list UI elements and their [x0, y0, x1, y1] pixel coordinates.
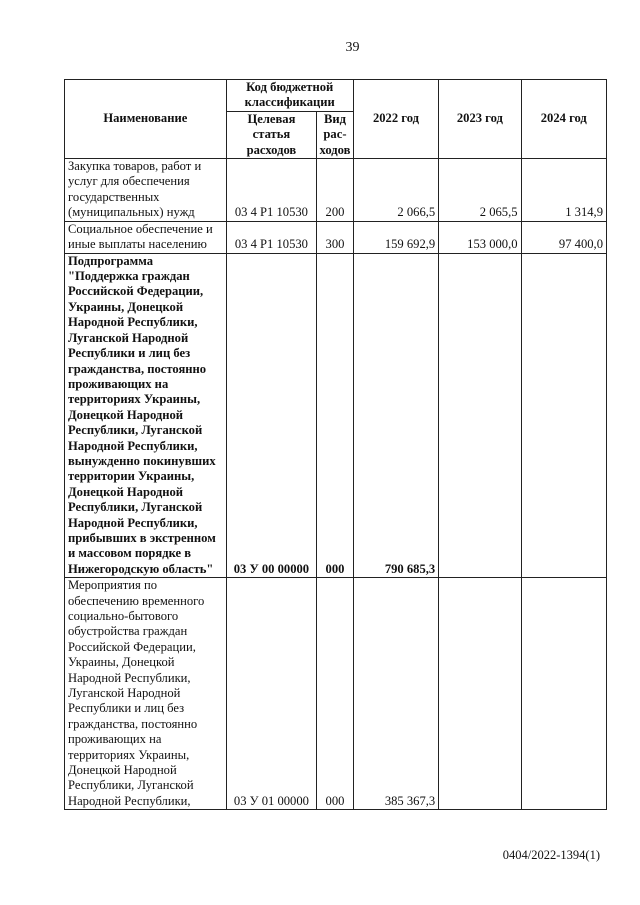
header-year-2024: 2024 год	[521, 80, 606, 159]
row-value-2022: 2 066,5	[353, 159, 438, 222]
row-value-2023	[439, 253, 521, 578]
row-value-2023: 153 000,0	[439, 221, 521, 253]
header-expense-type: Вид рас-ходов	[317, 111, 354, 158]
header-year-2022: 2022 год	[353, 80, 438, 159]
row-value-2023: 2 065,5	[439, 159, 521, 222]
row-name: Подпрограмма "Поддержка граждан Российской Федерации, Украины, Донецкой Народной Республики, Луганской Народной Республики и лиц без гражданства, постоянно проживающих на территориях Украины, Донецкой Народной Республики, Луганской Народной Республики, вынужденно покинувших территории Украины, Донецкой Народной Республики, Луганской Народной Республики, прибывших в экстренном и массовом порядке в Нижегородскую область"	[65, 253, 227, 578]
document-code: 0404/2022-1394(1)	[502, 848, 600, 862]
header-year-2023: 2023 год	[439, 80, 521, 159]
row-value-2022: 790 685,3	[353, 253, 438, 578]
row-expense-type: 000	[317, 253, 354, 578]
row-value-2024	[521, 578, 606, 810]
row-value-2024: 1 314,9	[521, 159, 606, 222]
header-budget-code: Код бюджетной классификации	[226, 80, 353, 112]
row-value-2024	[521, 253, 606, 578]
budget-table	[64, 79, 607, 810]
row-target-article: 03 4 P1 10530	[226, 159, 317, 222]
table-row	[65, 578, 607, 810]
row-value-2024: 97 400,0	[521, 221, 606, 253]
row-value-2022: 159 692,9	[353, 221, 438, 253]
row-value-2022: 385 367,3	[353, 578, 438, 810]
row-expense-type: 200	[317, 159, 354, 222]
table-row-subprogram	[65, 253, 607, 578]
row-name: Мероприятия по обеспечению временного социально-бытового обустройства граждан Российской Федерации, Украины, Донецкой Народной Республики, Луганской Народной Республики и лиц без гражданства, постоянно проживающих на территориях Украины, Донецкой Народной Республики, Луганской Народной Республики,	[65, 578, 227, 810]
row-expense-type: 000	[317, 578, 354, 810]
row-expense-type: 300	[317, 221, 354, 253]
row-value-2023	[439, 578, 521, 810]
page-number: 39	[345, 40, 360, 55]
table-row	[65, 221, 607, 253]
row-name: Социальное обеспечение и иные выплаты населению	[65, 221, 227, 253]
header-name: Наименование	[65, 80, 227, 159]
row-target-article: 03 4 P1 10530	[226, 221, 317, 253]
row-target-article: 03 У 01 00000	[226, 578, 317, 810]
table-row	[65, 159, 607, 222]
row-name: Закупка товаров, работ и услуг для обеспечения государственных (муниципальных) нужд	[65, 159, 227, 222]
header-target-article: Целевая статья расходов	[226, 111, 317, 158]
row-target-article: 03 У 00 00000	[226, 253, 317, 578]
